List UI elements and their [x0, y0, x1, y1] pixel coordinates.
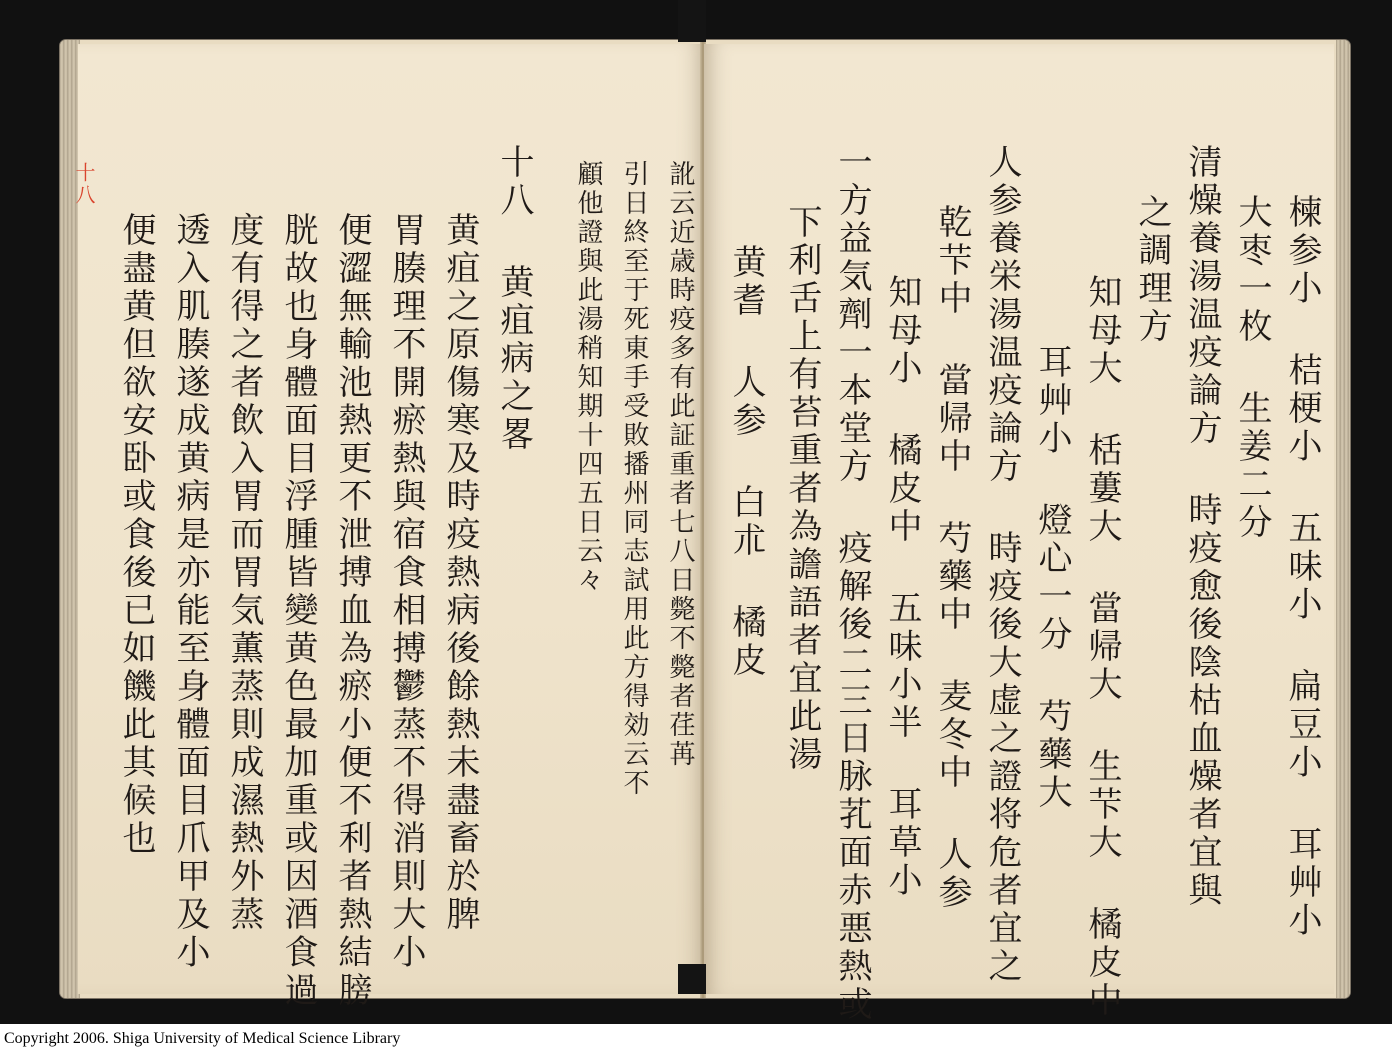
text-column: 便盡黄但欲安卧或食後已如饑此其候也 [116, 212, 156, 858]
binding-thread-top [678, 0, 706, 42]
text-column: 耳艸小 燈心一分 芍藥大 [1032, 344, 1072, 812]
page-edges-right [1336, 40, 1350, 998]
text-column: 之調理方 [1132, 194, 1172, 346]
copyright-notice: Copyright 2006. Shiga University of Medical Science Library [4, 1030, 401, 1047]
text-column: 黄疽之原傷寒及時疫熱病後餘熱未盡畜於脾 [440, 212, 480, 934]
open-book [60, 40, 1350, 1024]
text-column: 顧他證與此湯稍知期十四五日云々 [573, 160, 603, 595]
text-column: 訛云近歳時疫多有此証重者七八日斃不斃者荏苒 [665, 160, 695, 769]
text-column: 透入肌腠遂成黄病是亦能至身體面目爪甲及小 [170, 212, 210, 972]
text-column: 乾芐中 當帰中 芍藥中 麦冬中 人参 [932, 204, 972, 912]
text-column: 人参養栄湯温疫論方 時疫後大虚之證将危者宜之 [982, 144, 1022, 986]
text-column: 引日終至于死東手受敗播州同志試用此方得効云不 [619, 160, 649, 798]
text-column: 清燥養湯温疫論方 時疫愈後陰枯血燥者宜與 [1182, 144, 1222, 910]
text-column: 胃腠理不開瘀熱與宿食相搏鬱蒸不得消則大小 [386, 212, 426, 972]
text-column: 胱故也身體面目浮腫皆變黄色最加重或因酒食過 [278, 212, 318, 1010]
right-page [704, 44, 1334, 1024]
section-heading: 十八 黄疽病之畧 [494, 144, 534, 454]
text-column: 度有得之者飲入胃而胃気薫蒸則成濕熱外蒸 [224, 212, 264, 934]
text-column: 知母大 栝蔞大 當帰大 生芐大 橘皮中 [1082, 274, 1122, 1020]
page-number-marker: 十八 [72, 162, 96, 206]
text-column: 便澀無輸池熱更不泄搏血為瘀小便不利者熱結膀 [332, 212, 372, 1010]
text-column: 知母小 橘皮中 五味小半 耳草小 [882, 274, 922, 900]
text-column: 楝参小 桔梗小 五味小 扁豆小 耳艸小 [1282, 194, 1322, 940]
binding-thread-bottom [678, 964, 706, 994]
left-page [72, 44, 704, 1010]
text-column: 大枣一枚 生姜二分 [1232, 194, 1272, 542]
text-column: 一方益気劑一本堂方 疫解後二三日脉芤面赤悪熱或 [832, 144, 872, 1024]
text-column: 黄耆 人参 白朮 橘皮 [726, 244, 766, 680]
text-column: 下利舌上有苔重者為譫語者宜此湯 [782, 204, 822, 774]
